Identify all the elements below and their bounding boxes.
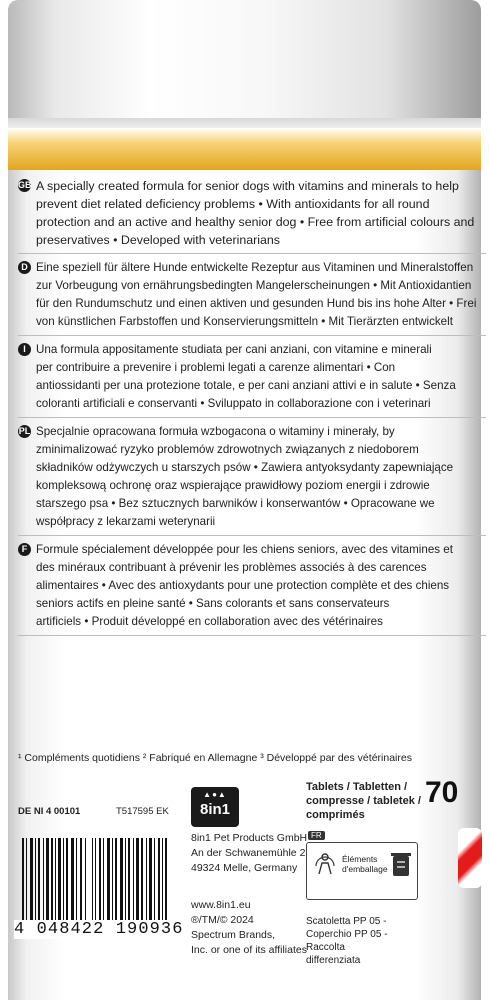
text-line: składników odżywczych u starszych psów • Zawiera antyoksydanty zapewniające [36, 461, 454, 474]
text-line: seniors actifs en pleine santé • Sans colorants et sans conservateurs [36, 597, 390, 610]
packaging-label-line: Éléments [342, 854, 378, 864]
text-line: Una formula appositamente studiata per cani anziani, con vitamine e minerali [36, 343, 432, 356]
text-line: des minéraux contribuant à prévenir les problèmes associés à des carences [36, 561, 427, 574]
recycling-italian [306, 915, 388, 967]
tablet-label-line: Tablets / Tabletten / [306, 781, 408, 793]
owner-line-2: Inc. or one of its affiliates [191, 944, 307, 956]
text-line: Formule spécialement développée pour les chiens seniors, avec des vitamines et [36, 543, 453, 556]
container-cap [8, 0, 481, 128]
company-city: 49324 Melle, Germany [191, 862, 298, 874]
text-line: preservatives • Developed with veterinarians [36, 233, 281, 247]
text-line: alimentaires • Avec des antioxydants pour une protection complète et des chiens [36, 579, 450, 592]
yellow-label-band [8, 128, 481, 170]
text-line: zur Vorbeugung von ernährungsbedingten Mangelerscheinungen • Mit Antioxidantien [36, 279, 472, 292]
language-badge-fr: F [18, 543, 31, 556]
text-line: für den Rundumschutz und einen aktiven und gesunden Hund bis ins hohe Alter • Frei [36, 297, 477, 310]
packaging-label-line: d'emballage [342, 864, 388, 874]
recycling-bin-icon [390, 850, 412, 878]
tablet-label-line: comprimés [306, 809, 365, 821]
text-line: Eine speziell für ältere Hunde entwickelte Rezeptur aus Vitaminen und Mineralstoffen [36, 261, 474, 274]
text-line: coloranti artificiali e conservanti • Sviluppato in collaborazione con i veterinari [36, 397, 431, 410]
cap-rim [8, 118, 481, 128]
brand-logo [191, 787, 239, 827]
owner-line: Spectrum Brands, [191, 929, 276, 941]
pets-silhouette-icon: ▲●▲ [203, 790, 227, 799]
company-address [191, 831, 307, 876]
tablet-count: 70 [425, 776, 459, 809]
company-street: An der Schwanemühle 2 [191, 847, 306, 859]
text-line: kompleksową ochronę oraz wspierające prawidłowy poziom energii i zdrowie [36, 479, 430, 492]
text-line: współpracy z lekarzami weterynarii [36, 515, 216, 528]
recycling-line: Coperchio PP 05 - [306, 929, 388, 940]
description-blocks [18, 177, 486, 641]
tablet-label [306, 780, 421, 822]
text-line: antiossidanti per una protezione totale, e per cani anziani attivi e in salute • Senza [36, 379, 456, 392]
text-line: prevent diet related deficiency problems • With antioxidants for all round [36, 197, 430, 211]
footnote-text: ¹ Compléments quotidiens ² Fabriqué en Allemagne ³ Développé par des vétérinaires [18, 752, 412, 764]
language-badge-it: I [18, 343, 31, 356]
text-line: von künstlichen Farbstoffen und Konservierungsmitteln • Mit Tierärzten entwickelt [36, 315, 453, 328]
company-name: 8in1 Pet Products GmbH [191, 832, 308, 844]
recycling-line: Scatoletta PP 05 - [306, 916, 387, 927]
production-code: DE NI 4 00101 [18, 806, 81, 817]
language-badge-de: D [18, 261, 31, 274]
text-line: zminimalizować ryzyko problemów zdrowotnych związanych z niedoborem [36, 443, 419, 456]
text-line: per contribuire a prevenire i problemi legati a carenze alimentari • Con [36, 361, 396, 374]
description-block-pl [18, 423, 486, 536]
packaging-elements-label [342, 854, 388, 874]
company-legal [191, 898, 307, 958]
fr-tag: FR [308, 831, 325, 840]
language-badge-en: GB [18, 180, 32, 190]
brand-logo-text: 8in1 [199, 801, 230, 818]
language-badge-pl: PL [18, 426, 31, 436]
description-block-fr [18, 541, 486, 636]
text-line: A specially created formula for senior dogs with vitamins and minerals to help [36, 179, 459, 193]
text-line: protection and an active and healthy senior dog • Free from artificial colours and [36, 215, 475, 229]
text-line: Specjalnie opracowana formuła wzbogacona o witaminy i minerały, by [36, 425, 395, 438]
recycling-line: differenziata [306, 955, 361, 966]
description-block-de [18, 259, 486, 336]
product-code: T517595 EK [116, 806, 169, 817]
text-line: artificiels • Produit développé en collaboration avec des vétérinaires [36, 615, 383, 628]
description-block-en [18, 177, 486, 254]
tablet-label-line: compresse / tabletek / [306, 795, 421, 807]
trademark-line: ®/TM/© 2024 [191, 914, 254, 926]
recycling-line: Raccolta [306, 942, 345, 953]
description-block-it [18, 341, 486, 418]
red-corner-mark [458, 828, 482, 888]
barcode-digits: 4 048422 190936 [14, 920, 184, 939]
company-website: www.8in1.eu [191, 899, 251, 911]
text-line: starszego psa • Bez sztucznych barwników i konserwantów • Opracowane we [36, 497, 435, 510]
triman-icon [312, 850, 338, 876]
